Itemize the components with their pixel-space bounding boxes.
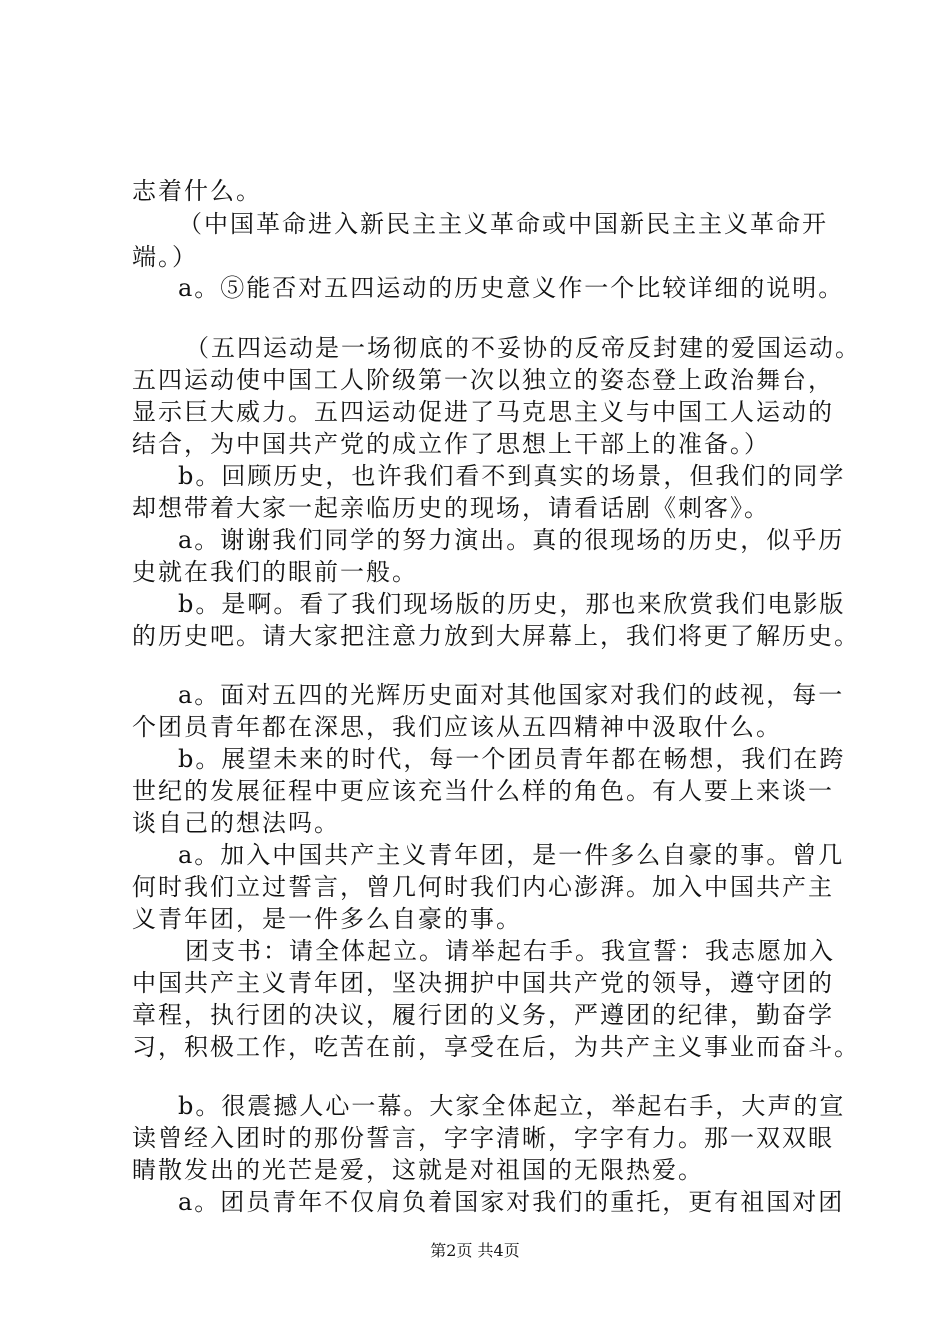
- text-line: 何时我们立过誓言，曾几何时我们内心澎湃。加入中国共产主: [132, 873, 834, 901]
- text-line: b。回顾历史，也许我们看不到真实的场景，但我们的同学: [178, 462, 846, 490]
- text-line: b。很震撼人心一幕。大家全体起立，举起右手，大声的宣: [178, 1092, 846, 1120]
- text-line: 中国共产主义青年团，坚决拥护中国共产党的领导，遵守团的: [132, 969, 834, 997]
- text-line: b。展望未来的时代，每一个团员青年都在畅想，我们在跨: [178, 745, 846, 773]
- text-line: 显示巨大威力。五四运动促进了马克思主义与中国工人运动的: [132, 398, 834, 426]
- text-line: a。面对五四的光辉历史面对其他国家对我们的歧视，每一: [178, 681, 845, 709]
- text-line: （五四运动是一场彻底的不妥协的反帝反封建的爱国运动。: [185, 334, 861, 362]
- text-line: 睛散发出的光芒是爱，这就是对祖国的无限热爱。: [132, 1156, 704, 1184]
- page-footer: 第2页 共4页: [430, 1241, 520, 1260]
- text-line: 谈自己的想法吗。: [132, 809, 340, 837]
- text-line: a。⑤能否对五四运动的历史意义作一个比较详细的说明。: [178, 274, 845, 302]
- text-line: 志着什么。: [132, 177, 262, 205]
- text-line: 结合，为中国共产党的成立作了思想上干部上的准备。）: [132, 430, 770, 458]
- text-line: 章程，执行团的决议，履行团的义务，严遵团的纪律，勤奋学: [132, 1001, 834, 1029]
- text-line: 读曾经入团时的那份誓言，字字清晰，字字有力。那一双双眼: [132, 1124, 834, 1152]
- text-line: a。谢谢我们同学的努力演出。真的很现场的历史，似乎历: [178, 526, 845, 554]
- text-line: 习，积极工作，吃苦在前，享受在后，为共产主义事业而奋斗。: [132, 1033, 860, 1061]
- text-line: 世纪的发展征程中更应该充当什么样的角色。有人要上来谈一: [132, 777, 834, 805]
- text-line: 五四运动使中国工人阶级第一次以独立的姿态登上政治舞台，: [132, 366, 834, 394]
- text-line: a。团员青年不仅肩负着国家对我们的重托，更有祖国对团: [178, 1188, 845, 1216]
- text-line: （中国革命进入新民主主义革命或中国新民主主义革命开: [178, 210, 828, 238]
- text-line: a。加入中国共产主义青年团，是一件多么自豪的事。曾几: [178, 841, 845, 869]
- text-line: 的历史吧。请大家把注意力放到大屏幕上，我们将更了解历史。: [132, 622, 860, 650]
- text-line: 史就在我们的眼前一般。: [132, 558, 418, 586]
- text-line: 却想带着大家一起亲临历史的现场，请看话剧《刺客》。: [132, 494, 770, 522]
- text-line: b。是啊。看了我们现场版的历史，那也来欣赏我们电影版: [178, 590, 846, 618]
- text-line: 端。）: [132, 243, 198, 271]
- text-line: 团支书：请全体起立。请举起右手。我宣誓：我志愿加入: [185, 937, 835, 965]
- text-line: 个团员青年都在深思，我们应该从五四精神中汲取什么。: [132, 713, 782, 741]
- text-line: 义青年团，是一件多么自豪的事。: [132, 905, 522, 933]
